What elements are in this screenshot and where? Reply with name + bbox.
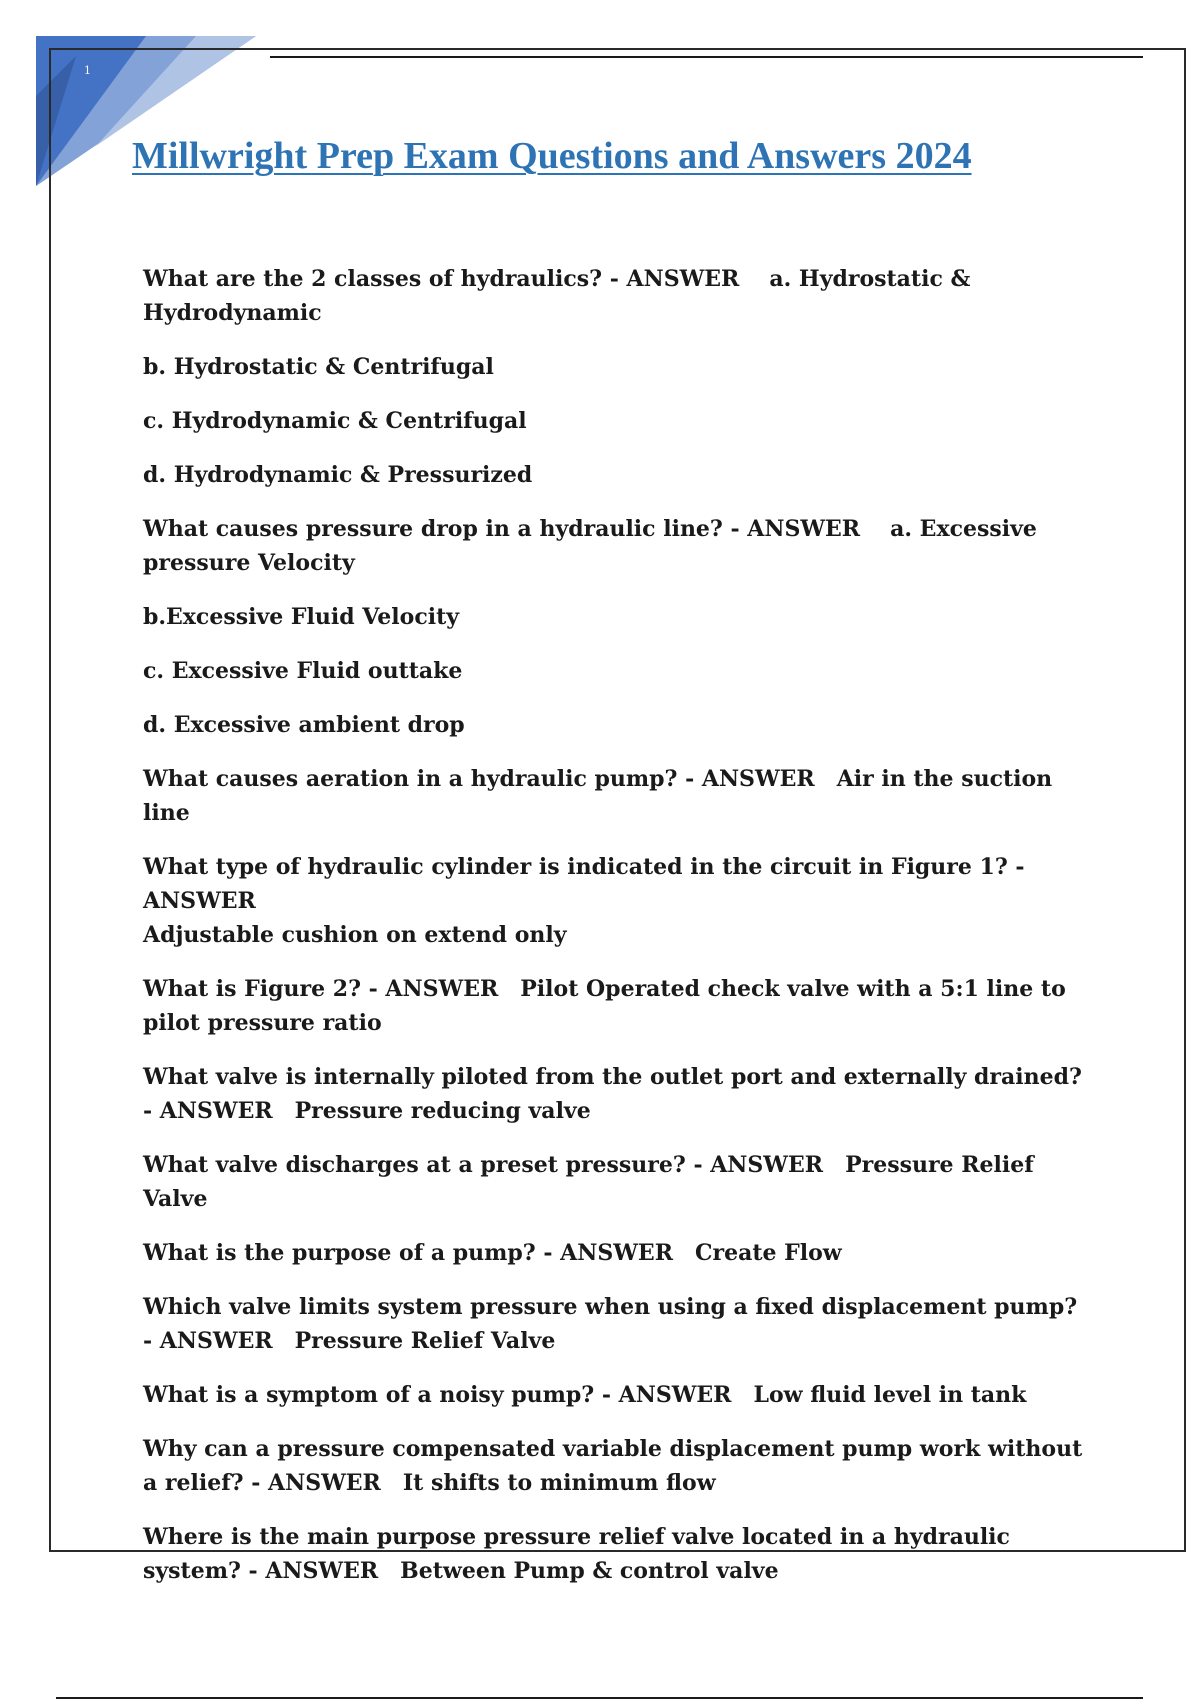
qa-item: [143, 458, 1083, 492]
option-text: d. Hydrodynamic & Pressurized: [143, 462, 533, 488]
qa-list: [143, 262, 1083, 1608]
answer-text: Pressure Relief Valve: [294, 1328, 556, 1354]
answer-text: Pressure Relief Valve: [143, 1152, 1034, 1212]
answer-text: Pressure reducing valve: [294, 1098, 591, 1124]
question-text: What type of hydraulic cylinder is indicated in the circuit in Figure 1? - ANSWER: [143, 854, 1025, 914]
qa-item: [143, 972, 1083, 1040]
page-number: 1: [84, 64, 91, 77]
qa-item: [143, 762, 1083, 830]
answer-text: a. Excessive pressure Velocity: [143, 516, 1037, 576]
qa-item: [143, 1432, 1083, 1500]
page-title: Millwright Prep Exam Questions and Answers 2024: [132, 135, 972, 177]
question-text: Where is the main purpose pressure relief valve located in a hydraulic system? - ANSWER: [143, 1524, 1010, 1584]
answer-text: Create Flow: [694, 1240, 842, 1266]
question-text: Why can a pressure compensated variable displacement pump work without a relief? - ANSWER: [143, 1436, 1083, 1496]
footer-rule: [56, 1697, 1143, 1699]
qa-item: [143, 1060, 1083, 1128]
question-text: What is a symptom of a noisy pump? - ANSWER: [143, 1382, 732, 1408]
answer-text: a. Hydrostatic & Hydrodynamic: [143, 266, 971, 326]
qa-item: [143, 1378, 1083, 1412]
qa-item: [143, 1520, 1083, 1588]
qa-item: [143, 1148, 1083, 1216]
question-text: What is Figure 2? - ANSWER: [143, 976, 499, 1002]
question-text: What causes aeration in a hydraulic pump? - ANSWER: [143, 766, 815, 792]
option-text: c. Excessive Fluid outtake: [143, 658, 463, 684]
qa-item: [143, 600, 1083, 634]
answer-text: Air in the suction line: [143, 766, 1053, 826]
answer-text: Low fluid level in tank: [753, 1382, 1027, 1408]
qa-item: [143, 1290, 1083, 1358]
option-text: b. Hydrostatic & Centrifugal: [143, 354, 494, 380]
option-text: d. Excessive ambient drop: [143, 712, 465, 738]
qa-item: [143, 404, 1083, 438]
question-text: Which valve limits system pressure when using a fixed displacement pump? - ANSWER: [143, 1294, 1078, 1354]
qa-item: [143, 1236, 1083, 1270]
qa-item: [143, 350, 1083, 384]
answer-text: It shifts to minimum flow: [402, 1470, 716, 1496]
option-text: c. Hydrodynamic & Centrifugal: [143, 408, 527, 434]
qa-item: [143, 708, 1083, 742]
question-text: What are the 2 classes of hydraulics? - ANSWER: [143, 266, 740, 292]
qa-item: [143, 262, 1083, 330]
answer-text: Pilot Operated check valve with a 5:1 line to pilot pressure ratio: [143, 976, 1066, 1036]
answer-text: Adjustable cushion on extend only: [143, 922, 567, 948]
qa-item: [143, 654, 1083, 688]
question-text: What valve is internally piloted from the outlet port and externally drained? - ANSWER: [143, 1064, 1082, 1124]
option-text: b.Excessive Fluid Velocity: [143, 604, 460, 630]
question-text: What valve discharges at a preset pressure? - ANSWER: [143, 1152, 824, 1178]
question-text: What is the purpose of a pump? - ANSWER: [143, 1240, 673, 1266]
answer-text: Between Pump & control valve: [400, 1558, 779, 1584]
qa-item: [143, 850, 1083, 952]
qa-item: [143, 512, 1083, 580]
question-text: What causes pressure drop in a hydraulic line? - ANSWER: [143, 516, 861, 542]
